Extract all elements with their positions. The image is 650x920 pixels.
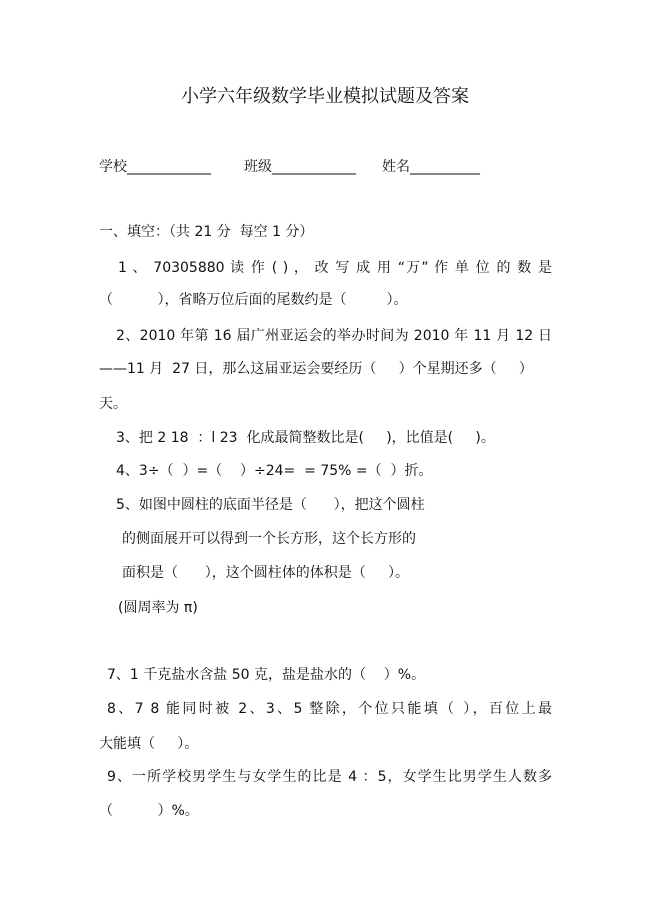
question-2-line-1: 2、2010 年第 16 届广州亚运会的举办时间为 2010 年 11 月 12 日	[116, 328, 552, 344]
section-heading-fill-blank: 一、填空：（共 21 分 每空 1 分）	[99, 224, 314, 240]
question-2-line-2: ——11 月 27 日，那么这届亚运会要经历（ ）个星期还多（ ）	[99, 361, 533, 377]
question-5-line-3: 面积是（ ），这个圆柱体的体积是（ ）。	[122, 565, 409, 581]
class-field: 班级____________	[244, 159, 356, 175]
name-field: 姓名__________	[382, 159, 480, 175]
question-9-line-2: （ ）%。	[99, 803, 199, 819]
question-4: 4、3÷（ ）=（ ）÷24= = 75% =（ ）折。	[116, 463, 433, 479]
question-2-line-3: 天。	[99, 396, 127, 412]
page-title: 小学六年级数学毕业模拟试题及答案	[181, 86, 469, 107]
school-field: 学校____________	[99, 159, 211, 175]
question-7: 7、1 千克盐水含盐 50 克，盐是盐水的（ ）%。	[107, 667, 426, 683]
question-5-line-2: 的侧面展开可以得到一个长方形，这个长方形的	[122, 531, 416, 547]
question-1-line-1: 1 、 70305880 读 作 ( ) ， 改 写 成 用 “万” 作 单 位 的 数 是	[118, 260, 552, 276]
question-8-line-1: 8、7 8 能同时被 2、3、5 整除，个位只能填（ ），百位上最	[107, 701, 552, 717]
question-3: 3、把 2 18 ：l 23 化成最简整数比是( )，比值是( )。	[116, 430, 495, 446]
question-5-note: (圆周率为 π)	[118, 600, 198, 616]
question-1-line-2: （ ），省略万位后面的尾数约是（ ）。	[99, 292, 408, 308]
question-9-line-1: 9、一所学校男学生与女学生的比是 4 ：5，女学生比男学生人数多	[107, 769, 552, 785]
question-5-line-1: 5、如图中圆柱的底面半径是（ ），把这个圆柱	[116, 497, 425, 513]
question-8-line-2: 大能填（ ）。	[99, 736, 199, 752]
